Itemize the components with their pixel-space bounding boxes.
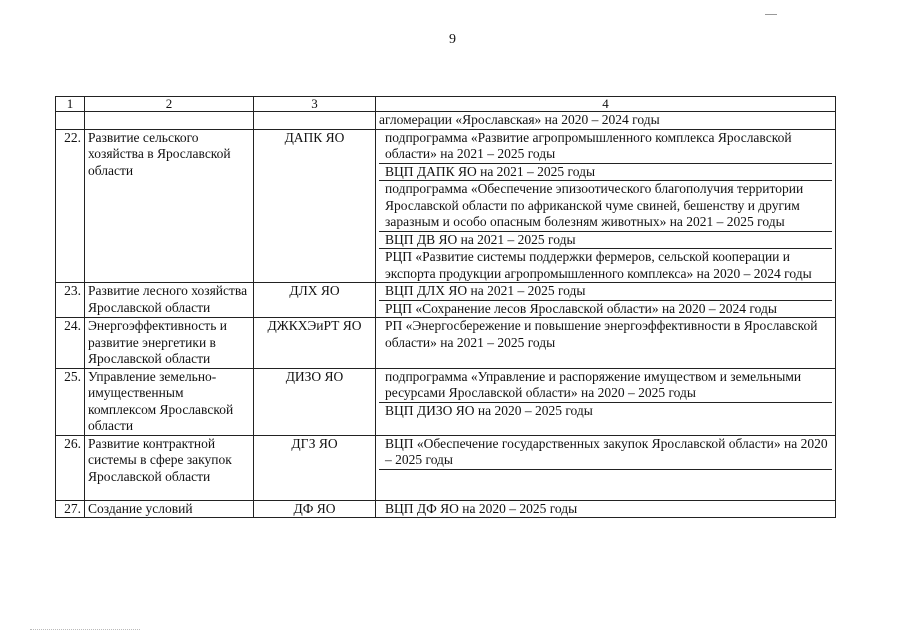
program-item: ВЦП ДЛХ ЯО на 2021 – 2025 годы: [379, 283, 832, 301]
page-number: 9: [449, 32, 456, 47]
table-row: [56, 368, 836, 435]
row-number: 26.: [56, 435, 85, 500]
row-number: 27.: [56, 500, 85, 518]
row-number: 25.: [56, 368, 85, 435]
program-name: Энергоэффективность и развитие энергетики в Ярославской области: [85, 318, 254, 369]
responsible-agency: ДГЗ ЯО: [254, 435, 376, 500]
program-item: ВЦП ДФ ЯО на 2020 – 2025 годы: [385, 500, 578, 516]
program-item: ВЦП ДВ ЯО на 2021 – 2025 годы: [379, 232, 832, 250]
program-item: ВЦП ДИЗО ЯО на 2020 – 2025 годы: [385, 402, 593, 418]
column-header-2: 2: [85, 97, 254, 112]
program-list: [376, 435, 836, 500]
row-number: 24.: [56, 318, 85, 369]
program-item: подпрограмма «Управление и распоряжение имуществом и земельными ресурсами Ярославской области» на 2020 – 2025 годы: [379, 369, 832, 403]
program-item: ВЦП «Обеспечение государственных закупок Ярославской области» на 2020 – 2025 годы: [379, 436, 832, 470]
program-name: Управление земельно-имущественным комплексом Ярославской области: [85, 368, 254, 435]
row-number: 23.: [56, 283, 85, 318]
table-row: [56, 500, 836, 518]
program-name: Развитие лесного хозяйства Ярославской области: [85, 283, 254, 318]
program-list: [376, 368, 836, 435]
table-header-row: [56, 97, 836, 112]
program-item: РЦП «Развитие системы поддержки фермеров, сельской кооперации и экспорта продукции агропромышленного комплекса» на 2020 – 2024 годы: [385, 249, 812, 281]
program-name: Развитие контрактной системы в сфере закупок Ярославской области: [85, 435, 254, 500]
program-item: подпрограмма «Развитие агропромышленного комплекса Ярославской области» на 2021 – 2025 годы: [379, 130, 832, 164]
program-list: [376, 500, 836, 518]
responsible-agency: ДЛХ ЯО: [254, 283, 376, 318]
column-header-4: 4: [376, 97, 836, 112]
program-item: РЦП «Сохранение лесов Ярославской области» на 2020 – 2024 годы: [385, 300, 777, 316]
table-row: [56, 318, 836, 369]
continuation-text: агломерации «Ярославская» на 2020 – 2024 годы: [376, 112, 836, 130]
program-item: РП «Энергосбережение и повышение энергоэффективности в Ярославской области» на 2021 – 2025 годы: [385, 318, 818, 350]
table-row: [56, 435, 836, 500]
continuation-row: [56, 112, 836, 130]
table-row: [56, 129, 836, 283]
responsible-agency: ДИЗО ЯО: [254, 368, 376, 435]
corner-mark: [765, 14, 777, 15]
program-item: подпрограмма «Обеспечение эпизоотического благополучия территории Ярославской области по африканской чуме свиней, бешенству и другим заразным и особо опасным болезням животных» на 2021 – 2025 годы: [379, 181, 832, 232]
column-header-3: 3: [254, 97, 376, 112]
program-list: [376, 318, 836, 369]
program-list: [376, 283, 836, 318]
table-row: [56, 283, 836, 318]
program-list: [376, 129, 836, 283]
program-name: Развитие сельского хозяйства в Ярославской области: [85, 129, 254, 283]
responsible-agency: ДФ ЯО: [254, 500, 376, 518]
column-header-1: 1: [56, 97, 85, 112]
row-number: 22.: [56, 129, 85, 283]
responsible-agency: ДАПК ЯО: [254, 129, 376, 283]
program-item: ВЦП ДАПК ЯО на 2021 – 2025 годы: [379, 164, 832, 182]
programs-table: [55, 96, 836, 518]
program-name: Создание условий: [85, 500, 254, 518]
scan-artifact: [30, 629, 140, 632]
responsible-agency: ДЖКХЭиРТ ЯО: [254, 318, 376, 369]
